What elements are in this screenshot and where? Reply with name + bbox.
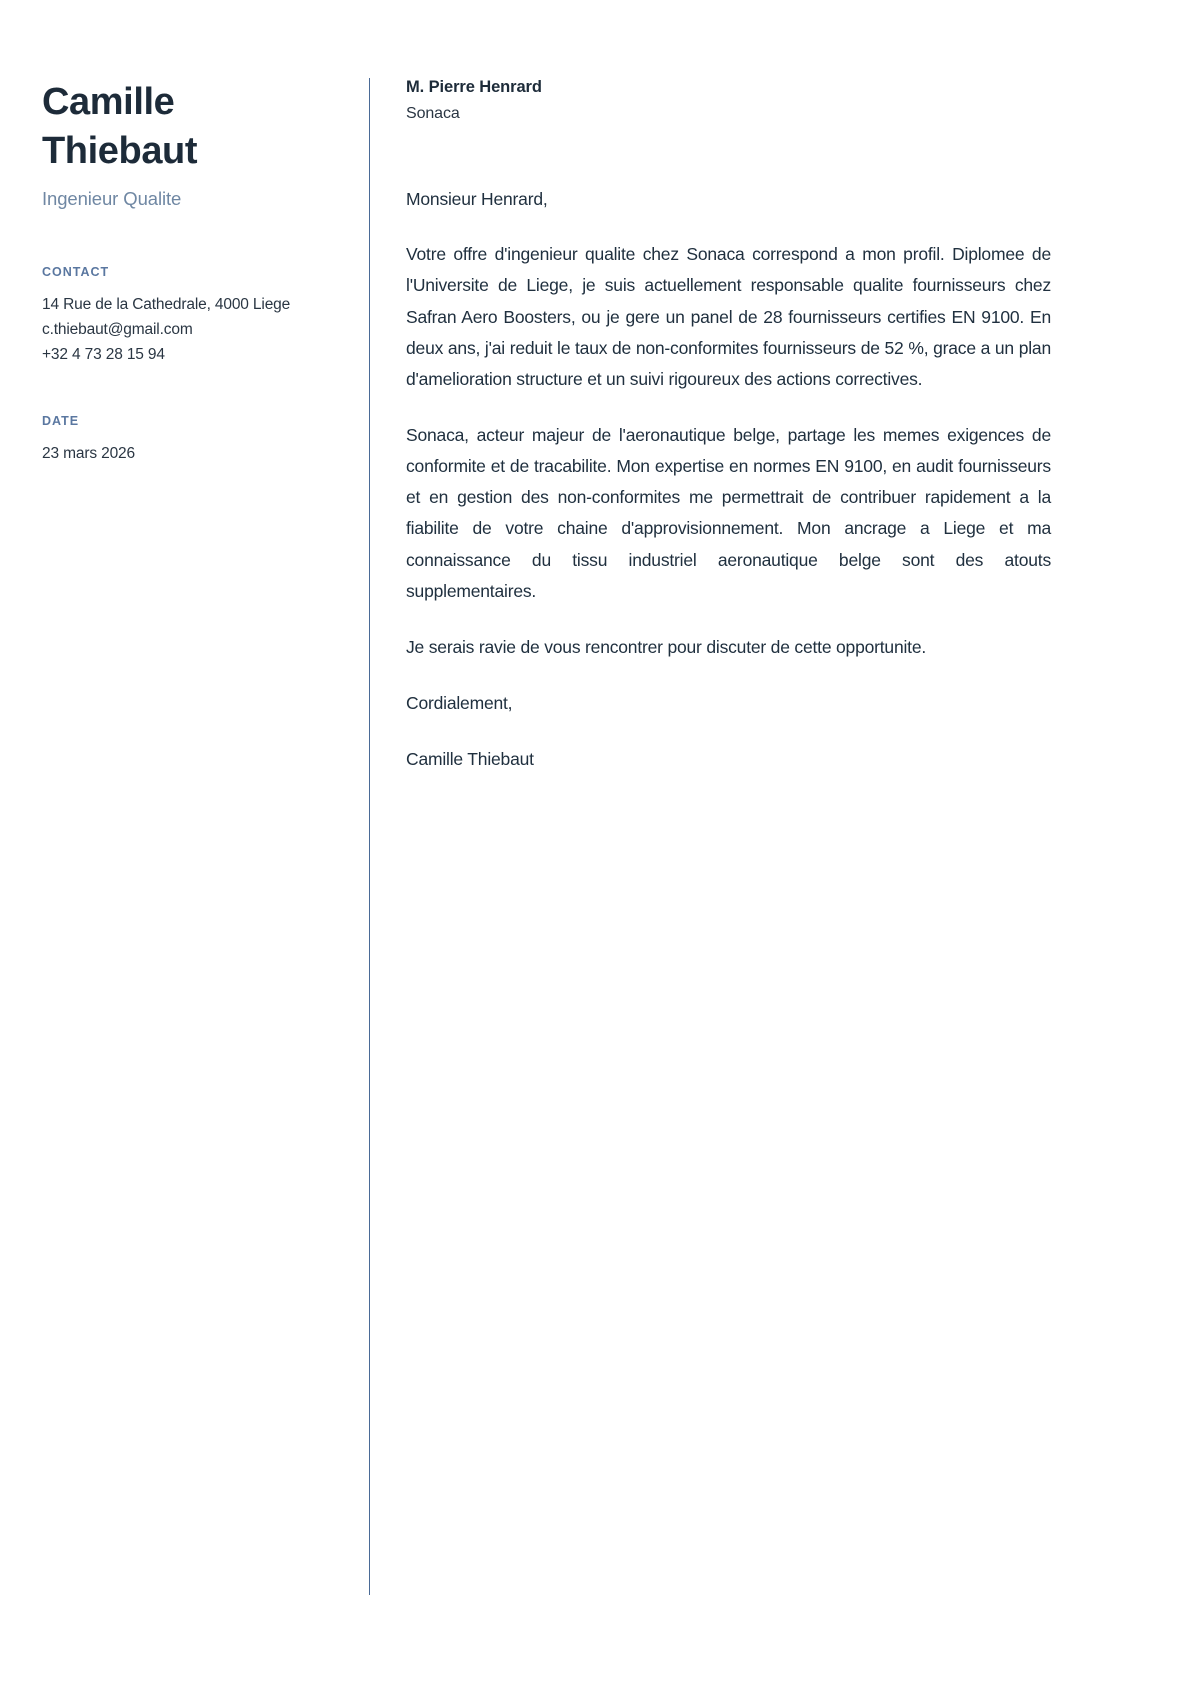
recipient-block bbox=[406, 78, 1051, 123]
letter-content bbox=[406, 185, 1051, 775]
letter-body bbox=[406, 78, 1051, 775]
contact-address: 14 Rue de la Cathedrale, 4000 Liege bbox=[42, 296, 291, 314]
date-value: 23 mars 2026 bbox=[42, 445, 135, 463]
contact-phone[interactable]: +32 4 73 28 15 94 bbox=[42, 346, 165, 364]
recipient-name: M. Pierre Henrard bbox=[406, 78, 542, 96]
column-divider bbox=[369, 78, 370, 1595]
candidate-job-title: Ingenieur Qualite bbox=[42, 188, 182, 210]
candidate-last-name: Thiebaut bbox=[42, 130, 198, 173]
letter-paragraph: Sonaca, acteur majeur de l'aeronautique belge, partage les memes exigences de conformite et de tracabilite. Mon expertise en normes EN 9100, en audit fournisseurs et en gestion des non-conformites me permettrait de contribuer rapidement a la fiabilite de votre chaine d'approvisionnement. Mon ancrage a Liege et ma connaissance du tissu industriel aeronautique belge sont des atouts supplementaires. bbox=[406, 425, 1051, 601]
letter-paragraph: Votre offre d'ingenieur qualite chez Sonaca correspond a mon profil. Diplomee de l'Universite de Liege, je suis actuellement responsable qualite fournisseurs chez Safran Aero Boosters, ou je gere un panel de 28 fournisseurs certifies EN 9100. En deux ans, j'ai reduit le taux de non-conformites fournisseurs de 52 %, grace a un plan d'amelioration structure et un suivi rigoureux des actions correctives. bbox=[406, 244, 1051, 389]
sidebar bbox=[42, 78, 342, 467]
letter-signature: Camille Thiebaut bbox=[406, 749, 534, 770]
contact-heading: CONTACT bbox=[42, 265, 110, 280]
candidate-name bbox=[42, 78, 292, 176]
candidate-first-name: Camille bbox=[42, 81, 175, 123]
date-heading: DATE bbox=[42, 414, 80, 429]
letter-paragraph: Je serais ravie de vous rencontrer pour discuter de cette opportunite. bbox=[406, 636, 927, 657]
contact-section bbox=[42, 265, 342, 367]
date-section bbox=[42, 414, 342, 466]
recipient-organization: Sonaca bbox=[406, 105, 460, 122]
letter-salutation: Monsieur Henrard, bbox=[406, 189, 548, 209]
letter-closing: Cordialement, bbox=[406, 693, 513, 714]
candidate-identity bbox=[42, 78, 342, 211]
contact-email[interactable]: c.thiebaut@gmail.com bbox=[42, 321, 193, 339]
